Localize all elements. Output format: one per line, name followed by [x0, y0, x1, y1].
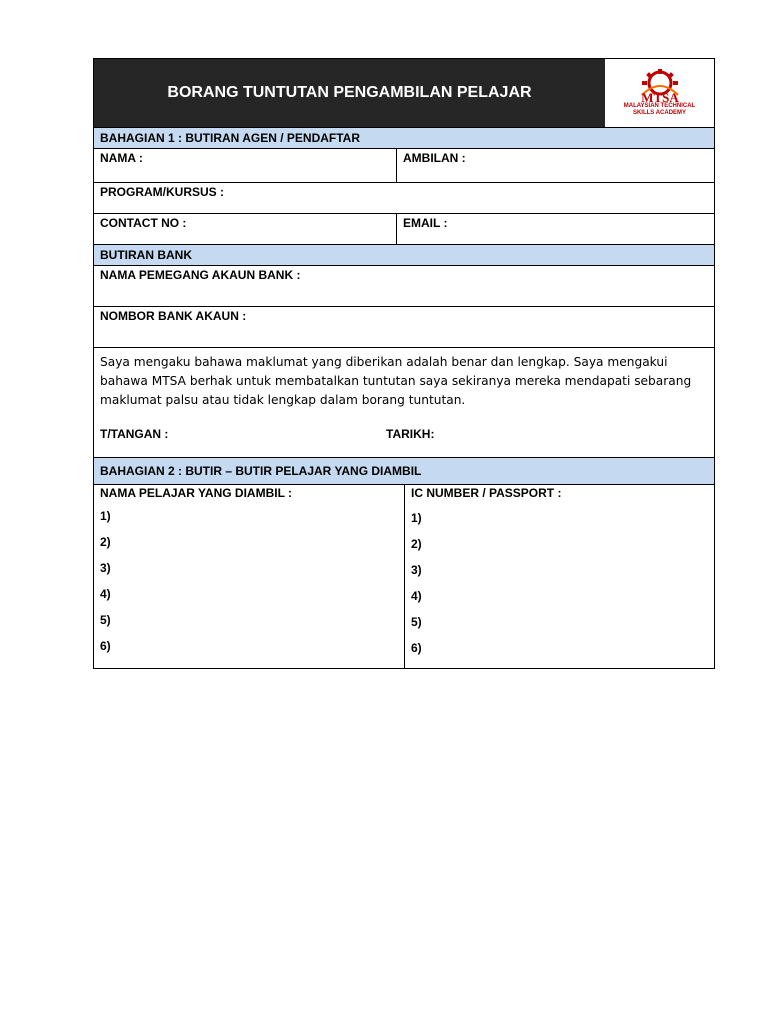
section1-heading: BAHAGIAN 1 : BUTIRAN AGEN / PENDAFTAR: [94, 127, 714, 148]
form-title: BORANG TUNTUTAN PENGAMBILAN PELAJAR: [94, 59, 605, 127]
ic-number-4[interactable]: 4): [411, 589, 422, 603]
nama-field[interactable]: NAMA :: [100, 151, 143, 165]
bank-account-row: [94, 306, 714, 347]
ic-number-2[interactable]: 2): [411, 537, 422, 551]
claim-form: [93, 58, 715, 669]
student-name-3[interactable]: 3): [100, 561, 111, 575]
ic-number-header: IC NUMBER / PASSPORT :: [411, 486, 562, 500]
program-field[interactable]: PROGRAM/KURSUS :: [100, 185, 225, 199]
program-row: [94, 182, 714, 213]
gear-logo-icon: [620, 69, 700, 103]
student-name-5[interactable]: 5): [100, 613, 111, 627]
date-field[interactable]: TARIKH:: [386, 427, 435, 441]
signature-field[interactable]: T/TANGAN :: [100, 427, 169, 441]
student-name-2[interactable]: 2): [100, 535, 111, 549]
ambilan-field[interactable]: AMBILAN :: [396, 149, 714, 182]
student-names-header: NAMA PELAJAR YANG DIAMBIL :: [100, 486, 293, 500]
mtsa-logo: [605, 59, 714, 127]
ic-number-1[interactable]: 1): [411, 511, 422, 525]
bank-holder-row: [94, 265, 714, 306]
contact-field[interactable]: CONTACT NO :: [100, 216, 187, 230]
logo-name-line1: MALAYSIAN TECHNICAL: [623, 103, 696, 109]
ic-number-list: [411, 511, 422, 667]
bank-account-field[interactable]: NOMBOR BANK AKAUN :: [100, 309, 247, 323]
bank-heading: BUTIRAN BANK: [94, 244, 714, 265]
contact-row: [94, 213, 714, 244]
logo-name-line2: SKILLS ACADEMY: [632, 110, 687, 116]
declaration-text: Saya mengaku bahawa maklumat yang diberikan adalah benar dan lengkap. Saya mengakui bahawa MTSA berhak untuk membatalkan tuntutan saya sekiranya mereka mendapati sebarang maklumat palsu atau tidak lengkap dalam borang tuntutan.: [100, 355, 692, 407]
student-name-1[interactable]: 1): [100, 509, 111, 523]
title-row: [94, 59, 714, 127]
name-row: [94, 148, 714, 182]
ic-number-5[interactable]: 5): [411, 615, 422, 629]
ic-number-3[interactable]: 3): [411, 563, 422, 577]
email-field[interactable]: EMAIL :: [396, 214, 714, 244]
logo-acronym: MTSA: [640, 90, 679, 103]
student-name-6[interactable]: 6): [100, 639, 111, 653]
student-name-4[interactable]: 4): [100, 587, 111, 601]
section2-heading: BAHAGIAN 2 : BUTIR – BUTIR PELAJAR YANG DIAMBIL: [94, 457, 714, 484]
bank-holder-field[interactable]: NAMA PEMEGANG AKAUN BANK :: [100, 268, 301, 282]
declaration-block: [94, 347, 714, 457]
students-table: [94, 484, 714, 668]
student-names-column: [94, 485, 405, 668]
ic-number-6[interactable]: 6): [411, 641, 422, 655]
ic-number-column: [405, 485, 714, 668]
student-name-list: [100, 509, 111, 665]
